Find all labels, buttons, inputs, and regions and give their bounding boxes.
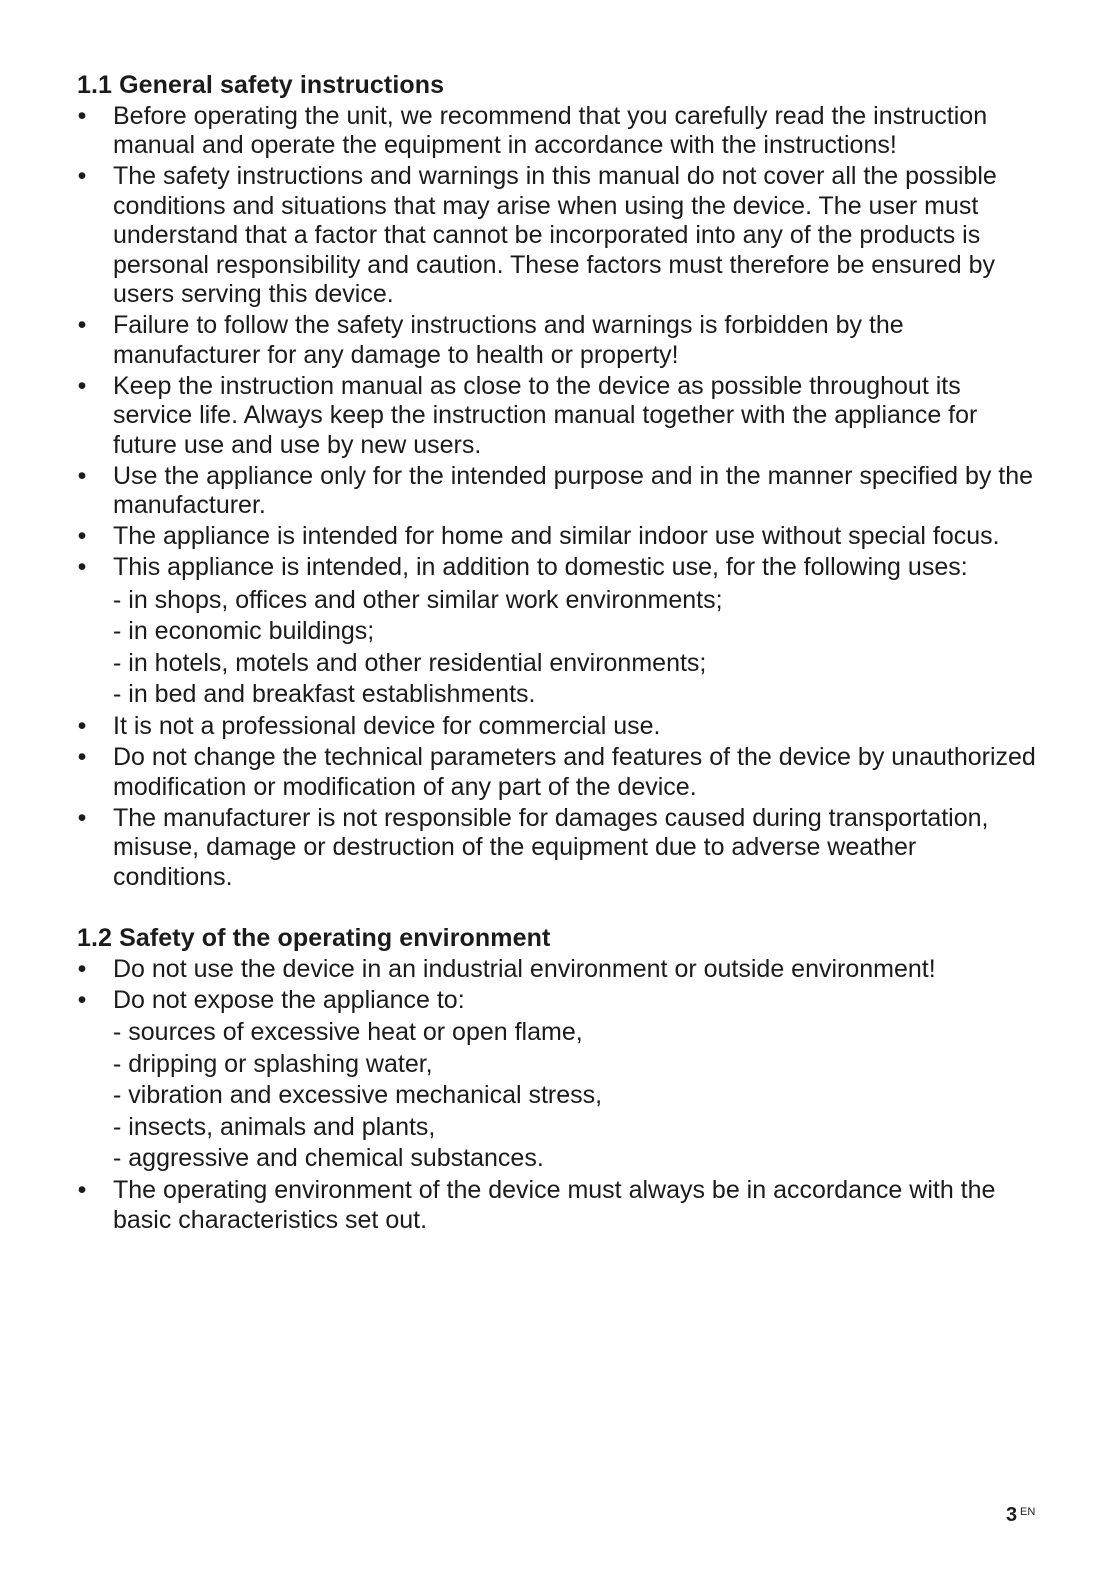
bullet-item <box>77 986 1037 1175</box>
bullet-icon: • <box>77 553 87 581</box>
bullet-text: The safety instructions and warnings in this manual do not cover all the possible conditions and situations that may arise when using the device. The user must understand that a factor that cannot be incorporated into any of the products is personal responsibility and caution. These factors must therefore be ensured by users serving this device. <box>113 162 997 308</box>
sub-item: - in shops, offices and other similar work environments; <box>113 585 723 614</box>
bullet-icon: • <box>77 803 87 832</box>
bullet-item <box>77 553 1037 711</box>
bullet-item <box>77 372 1037 461</box>
bullet-item <box>77 522 1037 552</box>
sub-item: - vibration and excessive mechanical stress, <box>113 1081 603 1109</box>
page-language: EN <box>1020 1506 1036 1518</box>
bullet-text: Failure to follow the safety instructions and warnings is forbidden by the manufacturer for any damage to health or property! <box>113 311 904 369</box>
sub-item: - in bed and breakfast establishments. <box>113 680 536 708</box>
bullet-icon: • <box>77 985 87 1014</box>
bullet-text: Use the appliance only for the intended purpose and in the manner specified by the manufacturer. <box>113 461 1034 519</box>
bullet-list <box>77 102 1037 893</box>
bullet-icon: • <box>77 101 87 130</box>
bullet-text: The manufacturer is not responsible for damages caused during transportation, misuse, damage or destruction of the equipment due to adverse weather conditions. <box>113 803 989 891</box>
bullet-text: Before operating the unit, we recommend that you carefully read the instruction manual and operate the equipment in accordance with the instructions! <box>113 101 988 159</box>
bullet-list <box>77 955 1037 1236</box>
bullet-icon: • <box>77 743 87 771</box>
bullet-text: The appliance is intended for home and similar indoor use without special focus. <box>113 522 1000 550</box>
sub-item: - insects, animals and plants, <box>113 1112 436 1141</box>
bullet-item <box>77 102 1037 161</box>
section-title: 1.1 General safety instructions <box>77 71 445 99</box>
sub-item-list <box>113 585 1037 711</box>
sub-item-list <box>113 1017 1037 1175</box>
bullet-text: Do not change the technical parameters and features of the device by unauthorized modification or modification of any part of the device. <box>113 743 1036 801</box>
bullet-item <box>77 162 1037 310</box>
bullet-text: Keep the instruction manual as close to the device as possible throughout its service life. Always keep the instruction manual together with the appliance for future use and use by new users. <box>113 371 978 459</box>
bullet-icon: • <box>77 712 87 740</box>
bullet-icon: • <box>77 461 87 490</box>
bullet-item <box>77 1176 1037 1235</box>
bullet-item <box>77 311 1037 370</box>
section-operating-environment <box>77 923 1037 1235</box>
sub-item: - dripping or splashing water, <box>113 1049 433 1078</box>
bullet-icon: • <box>77 162 87 190</box>
sub-item: - in hotels, motels and other residential environments; <box>113 648 707 677</box>
bullet-icon: • <box>77 311 87 339</box>
bullet-item <box>77 804 1037 893</box>
bullet-item <box>77 743 1037 802</box>
page-number: 3 <box>1006 1504 1018 1526</box>
bullet-item <box>77 712 1037 742</box>
bullet-icon: • <box>77 371 87 400</box>
bullet-text: Do not use the device in an industrial environment or outside environment! <box>113 954 936 983</box>
bullet-item <box>77 462 1037 521</box>
bullet-text: This appliance is intended, in addition to domestic use, for the following uses: <box>113 553 968 581</box>
bullet-icon: • <box>77 522 87 550</box>
sub-item: - in economic buildings; <box>113 617 375 645</box>
bullet-item <box>77 955 1037 985</box>
bullet-text: It is not a professional device for commercial use. <box>113 712 661 740</box>
section-title: 1.2 Safety of the operating environment <box>77 924 551 952</box>
bullet-text: Do not expose the appliance to: <box>113 985 465 1014</box>
bullet-icon: • <box>77 1176 87 1204</box>
bullet-icon: • <box>77 954 87 983</box>
document-page <box>77 70 1037 1235</box>
sub-item: - aggressive and chemical substances. <box>113 1144 544 1172</box>
section-general-safety <box>77 70 1037 892</box>
sub-item: - sources of excessive heat or open flame, <box>113 1018 583 1046</box>
bullet-text: The operating environment of the device must always be in accordance with the basic characteristics set out. <box>113 1176 996 1234</box>
